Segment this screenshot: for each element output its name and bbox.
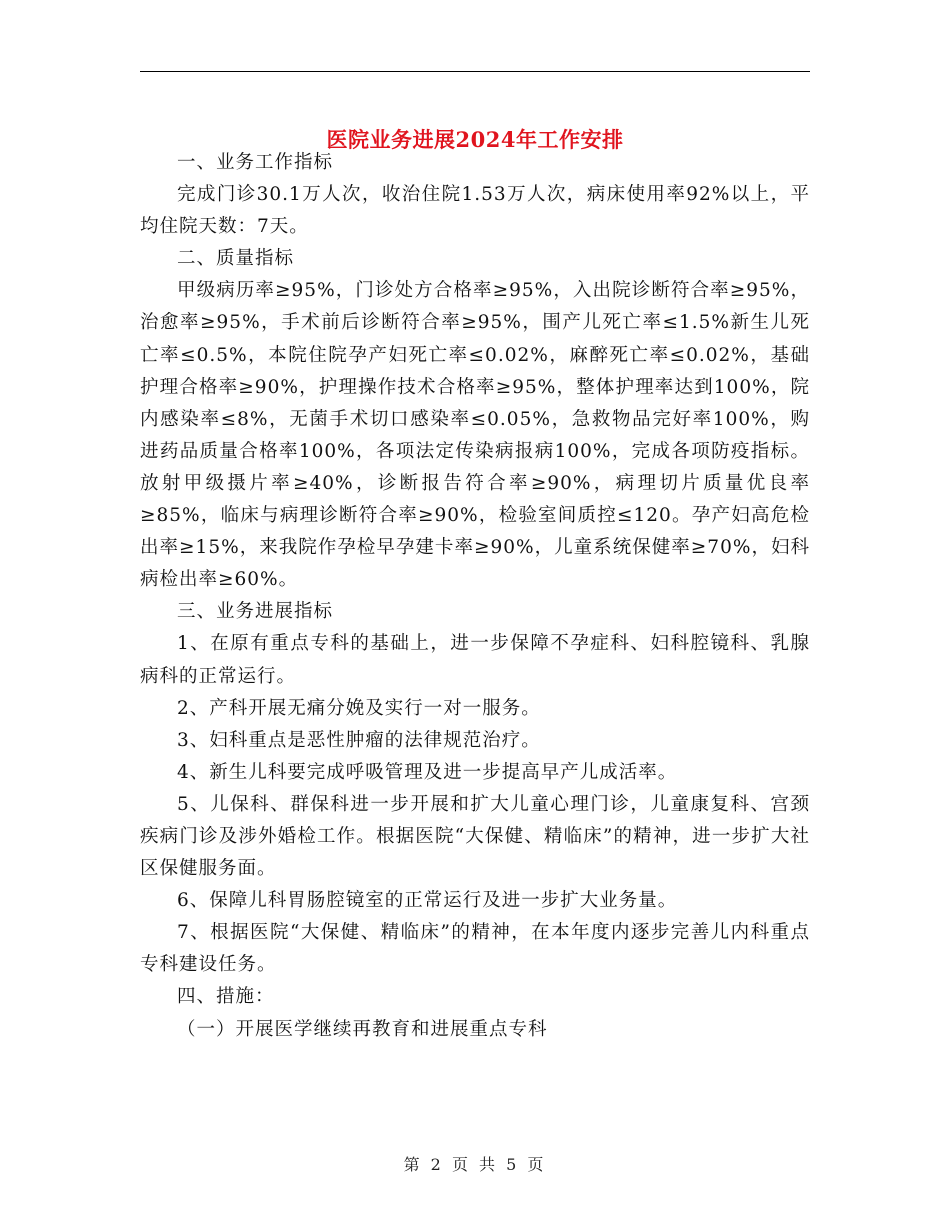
section-heading-quality-targets: 二、质量指标 (177, 248, 295, 270)
list-item-2: 2、产科开展无痛分娩及实行一对一服务。 (177, 697, 541, 719)
page-number: 第 2 页 共 5 页 (403, 1155, 547, 1174)
list-item-3: 3、妇科重点是恶性肿瘤的法律规范治疗。 (177, 729, 541, 751)
header-rule (140, 71, 810, 72)
document-body (140, 147, 810, 1046)
list-item-4: 4、新生儿科要完成呼吸管理及进一步提高早产儿成活率。 (177, 761, 678, 783)
section-heading-development-targets: 三、业务进展指标 (177, 601, 334, 623)
paragraph-quality-targets: 甲级病历率≥95%，门诊处方合格率≥95%，入出院诊断符合率≥95%，治愈率≥95%，手术前后诊断符合率≥95%，围产儿死亡率≤1.5%新生儿死亡率≤0.5%，本院住院孕产妇死亡率≤0.02%，麻醉死亡率≤0.02%，基础护理合格率≥90%，护理操作技术合格率≥95%，整体护理率达到100%，院内感染率≤8%，无菌手术切口感染率≤0.05%，急救物品完好率100%，购进药品质量合格率100%，各项法定传染病报病100%，完成各项防疫指标。放射甲级摄片率≥40%，诊断报告符合率≥90%，病理切片质量优良率≥85%，临床与病理诊断符合率≥90%，检验室间质控≤120。孕产妇高危检出率≥15%，来我院作孕检早孕建卡率≥90%，儿童系统保健率≥70%，妇科病检出率≥60%。 (140, 280, 810, 591)
list-item-7: 7、根据医院“大保健、精临床”的精神，在本年度内逐步完善儿内科重点专科建设任务。 (140, 922, 810, 976)
list-item-5: 5、儿保科、群保科进一步开展和扩大儿童心理门诊，儿童康复科、宫颈疾病门诊及涉外婚检工作。根据医院“大保健、精临床”的精神，进一步扩大社区保健服务面。 (140, 793, 810, 880)
list-item-6: 6、保障儿科胃肠腔镜室的正常运行及进一步扩大业务量。 (177, 890, 678, 912)
document-title: 医院业务进展2024年工作安排 (326, 127, 624, 153)
section-heading-measures: 四、措施： (177, 986, 275, 1008)
paragraph-business-targets: 完成门诊30.1万人次，收治住院1.53万人次，病床使用率92%以上，平均住院天数：7天。 (140, 184, 810, 238)
subsection-heading-1: （一）开展医学继续再教育和进展重点专科 (177, 1018, 548, 1040)
section-heading-business-targets: 一、业务工作指标 (177, 152, 334, 173)
list-item-1: 1、在原有重点专科的基础上，进一步保障不孕症科、妇科腔镜科、乳腺病科的正常运行。 (140, 633, 810, 687)
